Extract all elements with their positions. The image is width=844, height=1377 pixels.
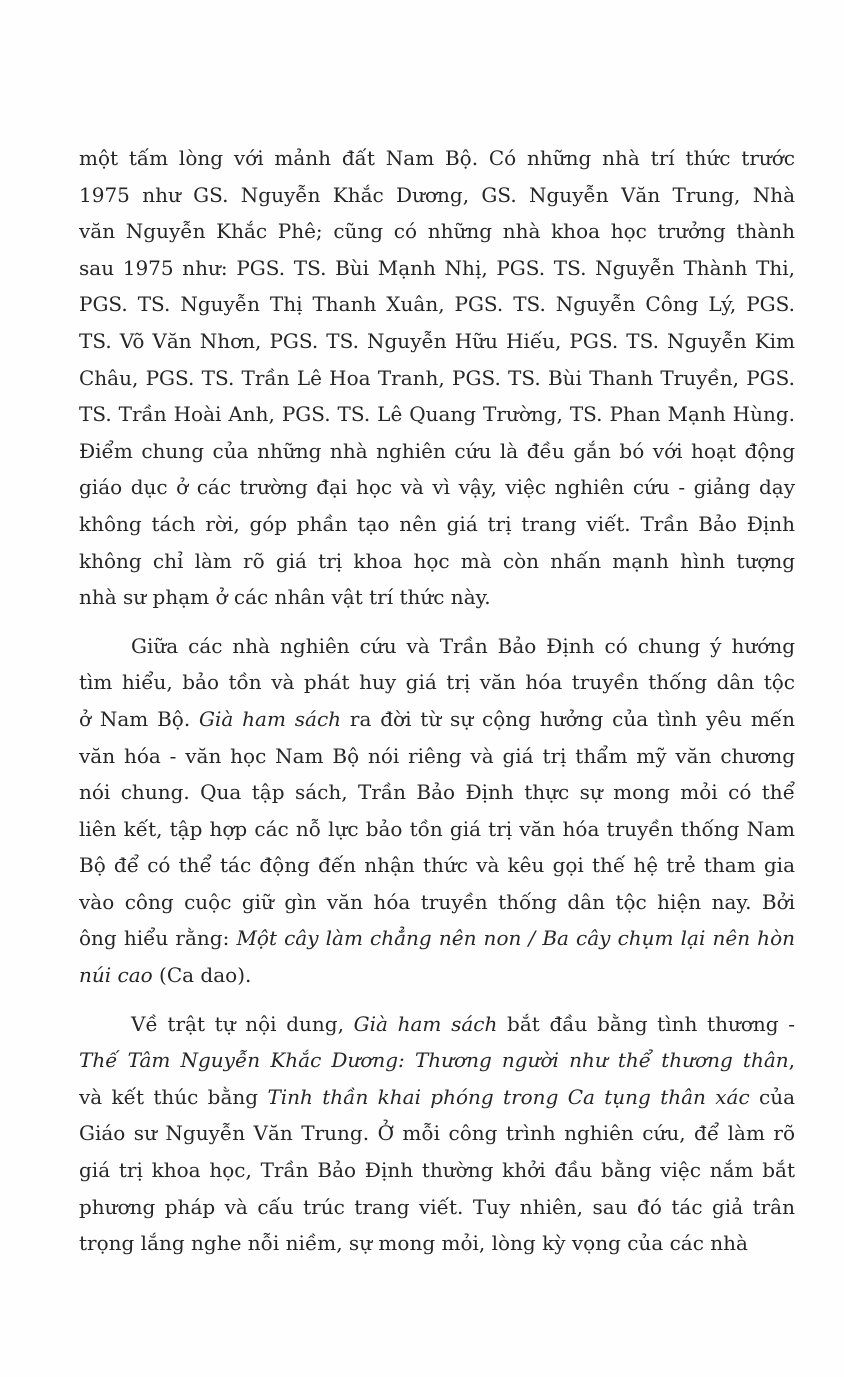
text-run: , [788,1048,795,1073]
text-run: ông hiểu rằng: [79,926,237,951]
text-line [79,286,795,323]
text-run: TS. Trần Hoài Anh, PGS. TS. Lê Quang Trường, TS. Phan Mạnh Hùng. [79,402,795,427]
text-line [79,884,795,921]
text-line [79,506,795,543]
text-run: ra đời từ sự cộng hưởng của tình yêu mến [341,706,795,731]
text-line [79,738,795,775]
text-line [79,250,795,287]
text-run: bắt đầu bằng tình thương - [497,1011,796,1036]
text-line [79,1006,795,1043]
text-run: không tách rời, góp phần tạo nên giá trị trang viết. Trần Bảo Định [79,511,795,536]
text-run: vào công cuộc giữ gìn văn hóa truyền thống dân tộc hiện nay. Bởi [79,889,795,914]
text-line [79,1152,795,1189]
text-run: văn hóa - văn học Nam Bộ nói riêng và giá trị thẩm mỹ văn chương [79,743,795,768]
text-run: Giữa các nhà nghiên cứu và Trần Bảo Định có chung ý hướng [131,633,795,658]
text-run: phương pháp và cấu trúc trang viết. Tuy nhiên, sau đó tác giả trân [79,1194,795,1219]
paragraph-p1 [79,140,795,616]
text-line [79,469,795,506]
text-run: sau 1975 như: PGS. TS. Bùi Mạnh Nhị, PGS. TS. Nguyễn Thành Thi, [79,255,795,280]
text-line [79,701,795,738]
text-run: Điểm chung của những nhà nghiên cứu là đều gắn bó với hoạt động [79,438,795,463]
text-line [79,1115,795,1152]
paragraph-p2 [79,628,795,994]
text-line [79,1225,795,1262]
text-line [79,213,795,250]
text-run: Về trật tự nội dung, [131,1011,354,1036]
text-line [79,360,795,397]
italic-text: Già ham sách [199,706,342,731]
text-run: một tấm lòng với mảnh đất Nam Bộ. Có những nhà trí thức trước [79,146,795,170]
text-line [79,628,795,665]
text-run: tìm hiểu, bảo tồn và phát huy giá trị văn hóa truyền thống dân tộc [79,670,795,695]
text-run: nhà sư phạm ở các nhân vật trí thức này. [79,585,491,610]
text-line [79,323,795,360]
italic-text: Già ham sách [353,1011,498,1036]
text-run: ở Nam Bộ. [79,706,200,731]
text-line [79,1079,795,1116]
paragraph-gap [79,616,795,628]
italic-text: Tinh thần khai phóng trong Ca tụng thân xác [267,1084,750,1109]
text-run: không chỉ làm rõ giá trị khoa học mà còn nhấn mạnh hình tượng [79,548,795,573]
text-run: giáo dục ở các trường đại học và vì vậy, việc nghiên cứu - giảng dạy [79,475,795,500]
text-run: Châu, PGS. TS. Trần Lê Hoa Tranh, PGS. TS. Bùi Thanh Truyền, PGS. [79,365,795,390]
text-line [79,1189,795,1226]
body-text [79,140,795,1262]
paragraph-p3 [79,1006,795,1262]
text-run: của [749,1084,795,1109]
text-run: giá trị khoa học, Trần Bảo Định thường khởi đầu bằng việc nắm bắt [79,1158,795,1183]
text-run: Giáo sư Nguyễn Văn Trung. Ở mỗi công trình nghiên cứu, để làm rõ [79,1121,795,1146]
italic-text: núi cao [79,963,153,988]
text-run: PGS. TS. Nguyễn Thị Thanh Xuân, PGS. TS. Nguyễn Công Lý, PGS. [79,292,795,317]
italic-text: Thế Tâm Nguyễn Khắc Dương: Thương người như thể thương thân [79,1048,789,1073]
text-run: và kết thúc bằng [79,1084,268,1109]
text-line [79,177,795,214]
text-run: Bộ để có thể tác động đến nhận thức và kêu gọi thế hệ trẻ tham gia [79,853,795,878]
text-line [79,664,795,701]
text-line [79,543,795,580]
text-run: nói chung. Qua tập sách, Trần Bảo Định thực sự mong mỏi có thể [79,780,795,805]
text-line [79,433,795,470]
text-run: liên kết, tập hợp các nỗ lực bảo tồn giá trị văn hóa truyền thống Nam [79,816,795,841]
text-line [79,1042,795,1079]
text-run: 1975 như GS. Nguyễn Khắc Dương, GS. Nguyễn Văn Trung, Nhà [79,182,795,207]
text-line [79,396,795,433]
text-line [79,811,795,848]
text-run: (Ca dao). [152,963,252,988]
text-line [79,847,795,884]
text-run: trọng lắng nghe nỗi niềm, sự mong mỏi, lòng kỳ vọng của các nhà [79,1231,748,1256]
italic-text: Một cây làm chẳng nên non / Ba cây chụm lại nên hòn [236,926,795,951]
text-line [79,140,795,177]
text-run: văn Nguyễn Khắc Phê; cũng có những nhà khoa học trưởng thành [79,219,795,244]
text-line [79,774,795,811]
text-line [79,579,795,616]
text-line [79,920,795,957]
text-line [79,957,795,994]
text-run: TS. Võ Văn Nhơn, PGS. TS. Nguyễn Hữu Hiếu, PGS. TS. Nguyễn Kim [79,328,795,353]
paragraph-gap [79,994,795,1006]
